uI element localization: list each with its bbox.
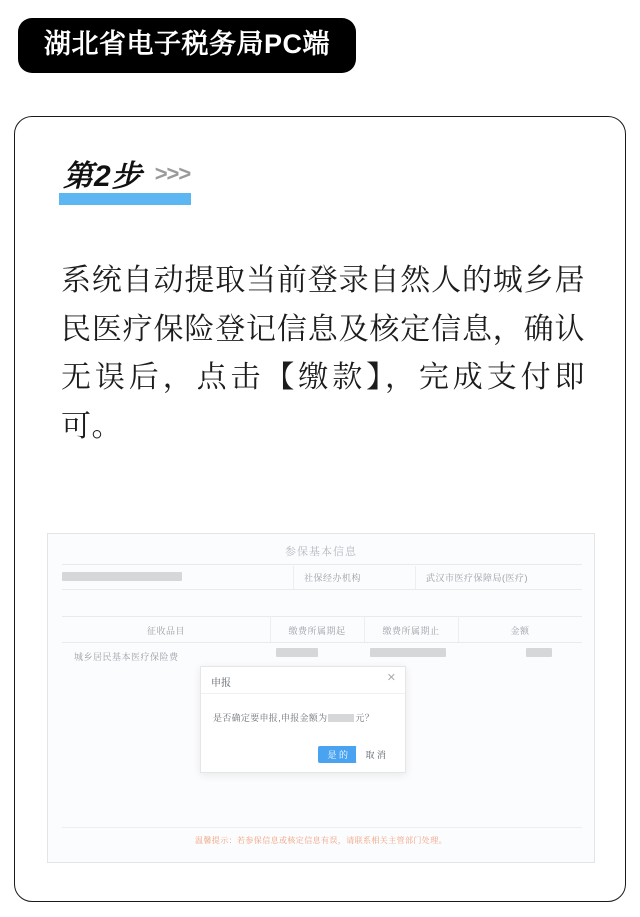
cancel-button[interactable]: 取 消 [356, 746, 395, 763]
divider [415, 566, 416, 589]
table-header-cell: 征收品目 [146, 626, 185, 636]
dialog-footer [201, 742, 405, 772]
divider [62, 616, 582, 617]
table-header-cell: 缴费所属期起 [288, 626, 346, 636]
close-icon[interactable]: ✕ [386, 672, 396, 684]
step-arrows-icon: >>> [154, 161, 191, 186]
dialog-message-prefix: 是否确定要申报,申报金额为 [213, 713, 328, 723]
org-label: 社保经办机构 [304, 573, 362, 583]
redacted-field [62, 572, 182, 581]
dialog-title: 申报 [211, 678, 231, 689]
divider [62, 564, 582, 565]
page-header-pill: 湖北省电子税务局PC端 [18, 18, 356, 73]
screenshot-section-title: 参保基本信息 [285, 546, 357, 558]
divider [62, 589, 582, 590]
redacted-cell [370, 648, 446, 657]
dialog-header [201, 667, 405, 694]
dialog-message-suffix: 元？ [355, 713, 375, 723]
confirm-button[interactable]: 是 的 [318, 746, 357, 763]
table-header-cell: 缴费所属期止 [382, 626, 440, 636]
table-header-cell: 金额 [510, 626, 530, 636]
divider [62, 827, 582, 828]
redacted-cell [526, 648, 552, 657]
redacted-cell [276, 648, 318, 657]
step-heading [63, 159, 190, 192]
screenshot-footnote: 温馨提示：若参保信息或核定信息有误，请联系相关主管部门处理。 [195, 836, 447, 845]
dialog-message [213, 711, 374, 724]
confirm-dialog [200, 666, 406, 773]
step-underline-highlight [59, 193, 191, 205]
org-value: 武汉市医疗保障局(医疗) [426, 573, 528, 583]
step-label: 第2步 [63, 159, 143, 193]
divider [62, 642, 582, 643]
app-screenshot-mock [47, 533, 595, 863]
redacted-amount [328, 714, 354, 722]
instruction-text: 系统自动提取当前登录自然人的城乡居民医疗保险登记信息及核定信息，确认无误后，点击【缴款】，完成支付即可。 [61, 264, 585, 443]
table-row: 城乡居民基本医疗保险费 [74, 652, 179, 662]
dialog-body [201, 694, 405, 742]
content-card [14, 116, 626, 902]
divider [293, 566, 294, 589]
